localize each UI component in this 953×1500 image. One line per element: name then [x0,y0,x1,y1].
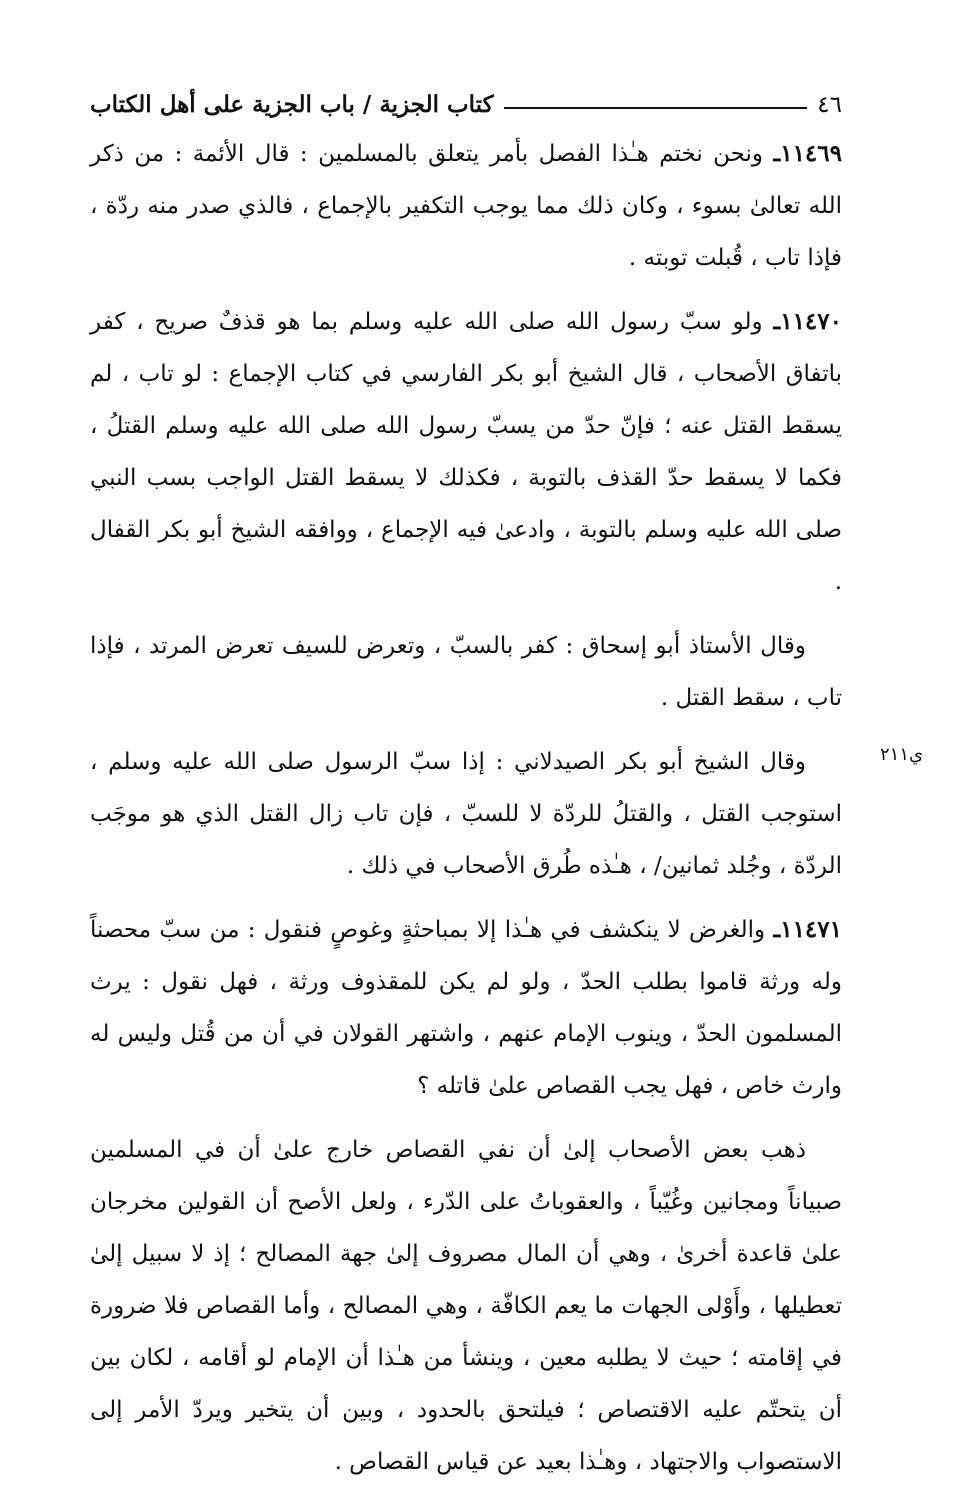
paragraph-1469 [90,128,842,284]
running-header [90,78,842,118]
paragraph-abu-ishaq [90,620,842,724]
paragraph-text: ذهب بعض الأصحاب إلىٰ أن نفي القصاص خارج علىٰ أن في المسلمين صبياناً ومجانين وغُيّباً ، والعقوباتُ على الدّرء ، ولعل الأصح أن القولين مخرجان علىٰ قاعدة أخرىٰ ، وهي أن المال مصروف إلىٰ جهة المصالح ؛ إذ لا سبيل إلىٰ تعطيلها ، وأَوْلى الجهات ما يعم الكافّة ، وهي المصالح ، وأما القصاص فلا ضرورة في إقامته ؛ حيث لا يطلبه معين ، وينشأ من هـٰذا أن الإمام لو أقامه ، لكان بين أن يتحتّم عليه الاقتصاص ؛ فيلتحق بالحدود ، وبين أن يتخير ويردّ الأمر إلى الاستصواب والاجتهاد ، وهـٰذا بعيد عن قياس القصاص . [90,1137,842,1475]
paragraph-number: ١١٤٧١ـ [773,916,842,943]
paragraph-qisas [90,1124,842,1488]
page-body [90,78,842,1500]
paragraph-1470 [90,296,842,608]
paragraph-text: ولو سبّ رسول الله صلى الله عليه وسلم بما هو قذفٌ صريح ، كفر باتفاق الأصحاب ، قال الشيخ أبو بكر الفارسي في كتاب الإجماع : لو تاب ، لم يسقط القتل عنه ؛ فإنّ حدّ من يسبّ رسول الله صلى الله عليه وسلم القتلُ ، فكما لا يسقط حدّ القذف بالتوبة ، فكذلك لا يسقط القتل الواجب بسب النبي صلى الله عليه وسلم بالتوبة ، وادعىٰ فيه الإجماع ، ووافقه الشيخ أبو بكر القفال . [90,309,842,595]
paragraph-1471 [90,904,842,1112]
manuscript-folio-note: ي٢١١ [880,744,924,765]
paragraph-text: ونحن نختم هـٰذا الفصل بأمر يتعلق بالمسلمين : قال الأئمة : من ذكر الله تعالىٰ بسوء ، وكان ذلك مما يوجب التكفير بالإجماع ، فالذي صدر منه ردّة ، فإذا تاب ، قُبلت توبته . [90,141,842,271]
header-rule [504,107,808,109]
paragraph-number: ١١٤٦٩ـ [773,140,842,167]
paragraph-saydalani [90,736,842,892]
paragraph-text: والغرض لا ينكشف في هـٰذا إلا بمباحثةٍ وغوصٍ فنقول : من سبّ محصناً وله ورثة قاموا بطلب الحدّ ، ولو لم يكن للمقذوف ورثة ، فهل نقول : يرث المسلمون الحدّ ، وينوب الإمام عنهم ، واشتهر القولان في أن من قُتل وليس له وارث خاص ، فهل يجب القصاص علىٰ قاتله ؟ [90,917,842,1099]
paragraph-text: وقال الشيخ أبو بكر الصيدلاني : إذا سبّ الرسول صلى الله عليه وسلم ، استوجب القتل ، والقتلُ للردّة لا للسبّ ، فإن تاب زال القتل الذي هو موجَب الردّة ، وجُلد ثمانين/ ، هـٰذه طُرق الأصحاب في ذلك . [90,749,842,879]
paragraph-number: ١١٤٧٠ـ [773,308,842,335]
page-number: ٤٦ [817,92,842,118]
paragraph-text: وقال الأستاذ أبو إسحاق : كفر بالسبّ ، وتعرض للسيف تعرض المرتد ، فإذا تاب ، سقط القتل . [90,633,842,711]
running-title: كتاب الجزية / باب الجزية على أهل الكتاب [90,91,494,118]
